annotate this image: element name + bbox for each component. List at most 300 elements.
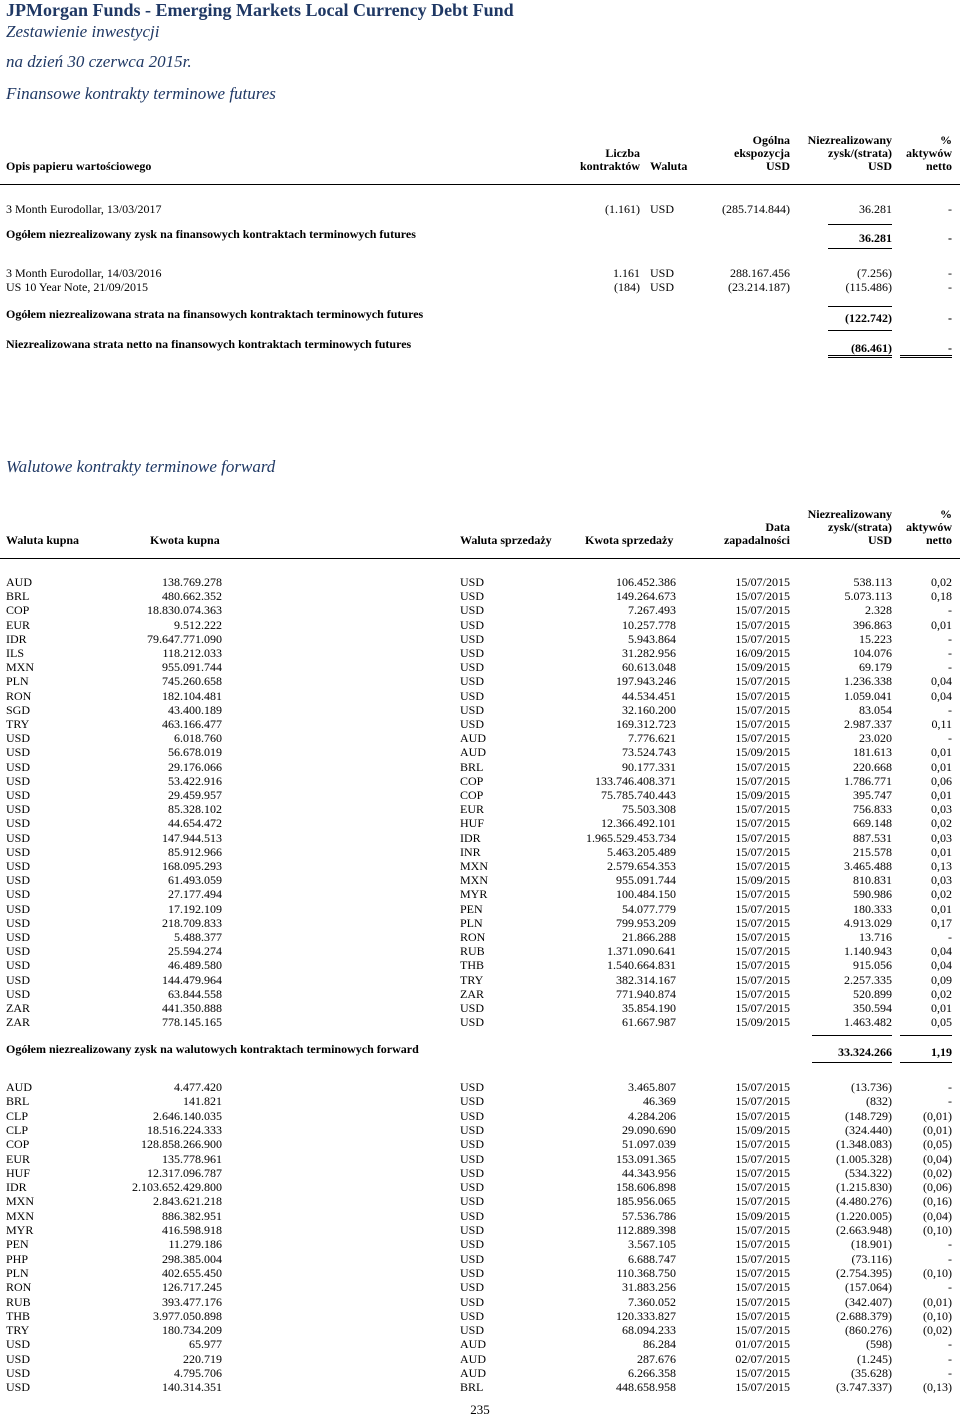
- forward-row-maturity: 15/07/2015: [735, 1294, 790, 1309]
- forward-row-buy-ccy: MYR: [6, 1223, 34, 1237]
- forward-row-sell-amt: 32.160.200: [622, 702, 676, 717]
- forward-row-buy-amt: 29.176.066: [168, 759, 222, 774]
- forward-row-maturity: 15/07/2015: [735, 1137, 790, 1152]
- forward-row-sell-amt: 68.094.233: [622, 1323, 676, 1338]
- forward-row-pl: 5.073.113: [844, 589, 892, 604]
- forward-row-buy-ccy: USD: [6, 930, 31, 944]
- futures-gain-total-value: 36.281: [859, 231, 892, 245]
- futures-net-total-value: (86.461): [851, 341, 892, 355]
- forward-row-maturity: 15/07/2015: [735, 802, 790, 817]
- forward-row-sell-amt: 31.883.256: [622, 1280, 676, 1295]
- forward-row-pl: 590.986: [853, 887, 892, 902]
- forward-row-buy-amt: 144.479.964: [162, 972, 222, 987]
- forward-row-pl: (2.688.379): [836, 1308, 892, 1323]
- forward-row-sell-ccy: USD: [460, 617, 485, 632]
- forward-row-sell-ccy: IDR: [460, 830, 481, 845]
- forward-row-buy-amt: 168.095.293: [162, 859, 222, 873]
- futures-row-count: (184): [614, 280, 640, 294]
- forward-row-buy-amt: 61.493.059: [168, 873, 222, 888]
- forward-row-buy-ccy: EUR: [6, 1151, 30, 1166]
- futures-row-desc: 3 Month Eurodollar, 13/03/2017: [6, 202, 162, 216]
- forwards-gain-total-label: Ogółem niezrealizowany zysk na walutowych kontraktach terminowych forward: [6, 1042, 419, 1056]
- forward-row-sell-ccy: USD: [460, 1237, 485, 1252]
- forward-row-sell-amt: 169.312.723: [616, 717, 676, 731]
- forward-row-maturity: 15/07/2015: [735, 859, 790, 873]
- forward-row-buy-amt: 126.717.245: [162, 1280, 222, 1295]
- forward-row-sell-ccy: USD: [460, 674, 485, 689]
- forward-row-pct: -: [948, 731, 952, 746]
- forward-row-buy-ccy: THB: [6, 1308, 30, 1323]
- forward-row-sell-amt: 35.854.190: [622, 1001, 676, 1015]
- forward-row-sell-ccy: AUD: [460, 731, 486, 746]
- forward-row-buy-ccy: PLN: [6, 1265, 29, 1280]
- forward-row-buy-amt: 65.977: [189, 1337, 222, 1352]
- forward-row-buy-amt: 4.477.420: [174, 1080, 222, 1094]
- futures-row-ccy: USD: [650, 280, 675, 294]
- forward-row-sell-amt: 110.368.750: [616, 1265, 676, 1280]
- forward-row-pct: 0,01: [931, 1001, 952, 1015]
- forward-row-pct: 0,01: [931, 617, 952, 632]
- forward-row-sell-amt: 448.658.958: [616, 1380, 676, 1395]
- forward-row-sell-ccy: PLN: [460, 915, 483, 930]
- forward-row-sell-amt: 6.688.747: [628, 1251, 676, 1266]
- futures-row-exposure: (285.714.844): [722, 202, 790, 216]
- forward-row-buy-amt: 29.459.957: [168, 788, 222, 802]
- forward-row-sell-ccy: USD: [460, 1208, 485, 1223]
- forward-row-sell-ccy: USD: [460, 1180, 485, 1195]
- forward-row-buy-ccy: MXN: [6, 660, 35, 675]
- forward-row-buy-amt: 12.317.096.787: [147, 1165, 222, 1180]
- forward-row-buy-amt: 5.488.377: [174, 930, 222, 944]
- forward-row-maturity: 15/07/2015: [735, 1323, 790, 1338]
- forward-row-pct: 0,01: [931, 901, 952, 916]
- forward-row-sell-ccy: USD: [460, 1015, 485, 1030]
- forward-row-pct: (0,05): [923, 1137, 952, 1152]
- forward-row-buy-amt: 416.598.918: [162, 1223, 222, 1237]
- forward-row-pl: (18.901): [851, 1237, 892, 1252]
- forward-row-sell-ccy: HUF: [460, 816, 485, 831]
- forward-row-sell-ccy: AUD: [460, 1337, 486, 1352]
- forward-row-sell-ccy: MXN: [460, 859, 489, 873]
- forward-row-maturity: 15/07/2015: [735, 830, 790, 845]
- forward-row-buy-amt: 11.279.186: [168, 1237, 222, 1252]
- forward-row-sell-ccy: USD: [460, 631, 485, 646]
- forward-row-pct: 0,13: [931, 859, 952, 873]
- forward-row-buy-amt: 6.018.760: [174, 731, 222, 746]
- forward-row-pct: -: [948, 631, 952, 646]
- forward-row-pct: (0,13): [923, 1380, 952, 1395]
- forward-row-maturity: 01/07/2015: [735, 1337, 790, 1352]
- forward-row-sell-ccy: USD: [460, 603, 485, 618]
- forward-row-buy-amt: 27.177.494: [168, 887, 222, 902]
- forward-row-sell-amt: 10.257.778: [622, 617, 676, 632]
- forward-row-sell-ccy: USD: [460, 688, 485, 703]
- forward-row-sell-amt: 1.540.664.831: [607, 958, 676, 973]
- forward-row-buy-ccy: IDR: [6, 1180, 27, 1195]
- forwards-col-sell-amt: Kwota sprzedaży: [585, 533, 674, 547]
- forward-row-sell-ccy: TRY: [460, 972, 484, 987]
- futures-row-pct: -: [948, 280, 952, 294]
- forward-row-pl: 669.148: [853, 816, 892, 831]
- forward-row-buy-amt: 402.655.450: [162, 1265, 222, 1280]
- forward-row-sell-ccy: USD: [460, 575, 485, 589]
- forward-row-buy-ccy: TRY: [6, 717, 30, 731]
- forward-row-buy-amt: 220.719: [183, 1351, 222, 1366]
- forward-row-pl: (2.663.948): [836, 1223, 892, 1237]
- futures-row-pct: -: [948, 202, 952, 216]
- forward-row-buy-ccy: SGD: [6, 702, 31, 717]
- forward-row-pl: 83.054: [859, 702, 892, 717]
- forward-row-pl: (598): [866, 1337, 892, 1352]
- forward-row-buy-ccy: TRY: [6, 1323, 30, 1338]
- forward-row-buy-ccy: USD: [6, 1337, 31, 1352]
- futures-col-niezreal-line2: zysk/(strata): [828, 146, 892, 160]
- forward-row-buy-amt: 56.678.019: [168, 745, 222, 760]
- document-subtitle: Zestawienie inwestycji: [6, 22, 160, 41]
- forwards-col-pct-line1: %: [940, 507, 952, 521]
- forward-row-buy-ccy: AUD: [6, 575, 32, 589]
- forward-row-maturity: 15/07/2015: [735, 816, 790, 831]
- futures-col-ogolna-line2: ekspozycja: [734, 146, 790, 160]
- forward-row-pl: (73.116): [851, 1251, 892, 1266]
- forwards-col-pct: [892, 508, 952, 547]
- forwards-header-rule: [0, 558, 960, 559]
- futures-col-ogolna-line1: Ogólna: [752, 133, 790, 147]
- forward-row-pl: 915.056: [853, 958, 892, 973]
- forward-row-maturity: 15/09/2015: [735, 660, 790, 675]
- forwards-col-maturity-line2: zapadalności: [723, 533, 790, 547]
- document-title: JPMorgan Funds - Emerging Markets Local Currency Debt Fund: [6, 0, 514, 20]
- forward-row-sell-ccy: USD: [460, 1265, 485, 1280]
- futures-row-count: 1.161: [613, 266, 640, 280]
- futures-col-niezreal-line1: Niezrealizowany: [807, 133, 892, 147]
- forward-row-buy-amt: 298.385.004: [162, 1251, 222, 1266]
- forward-row-sell-amt: 4.284.206: [628, 1108, 676, 1123]
- forward-row-buy-ccy: USD: [6, 859, 31, 873]
- forward-row-buy-amt: 463.166.477: [162, 717, 222, 731]
- forwards-col-maturity: [700, 521, 790, 547]
- futures-col-opis: Opis papieru wartościowego: [6, 159, 152, 173]
- forward-row-buy-ccy: PHP: [6, 1251, 29, 1266]
- futures-net-pct-underline-1: [900, 355, 952, 356]
- forward-row-sell-ccy: RUB: [460, 944, 485, 959]
- forward-row-pct: -: [948, 1251, 952, 1266]
- forward-row-sell-ccy: COP: [460, 773, 484, 788]
- forward-row-pct: 0,04: [931, 674, 952, 689]
- forward-row-pl: (342.407): [845, 1294, 892, 1309]
- forward-row-sell-amt: 5.463.205.489: [607, 844, 676, 859]
- forward-row-pl: 23.020: [859, 731, 892, 746]
- forward-row-maturity: 15/07/2015: [735, 1280, 790, 1295]
- forward-row-buy-ccy: USD: [6, 972, 31, 987]
- forward-row-pl: 1.463.482: [844, 1015, 892, 1030]
- forward-row-pct: (0,02): [923, 1165, 952, 1180]
- forward-row-pl: (148.729): [845, 1108, 892, 1123]
- forward-row-buy-ccy: RON: [6, 688, 32, 703]
- forward-row-maturity: 15/07/2015: [735, 915, 790, 930]
- forward-row-sell-ccy: MYR: [460, 887, 488, 902]
- forward-row-buy-amt: 43.400.189: [168, 702, 222, 717]
- forward-row-sell-amt: 106.452.386: [616, 575, 676, 589]
- futures-row-pl: (7.256): [857, 266, 892, 280]
- forward-row-pct: (0,01): [923, 1108, 952, 1123]
- forward-row-buy-amt: 63.844.558: [168, 986, 222, 1001]
- forward-row-maturity: 15/07/2015: [735, 958, 790, 973]
- forward-row-sell-amt: 54.077.779: [622, 901, 676, 916]
- futures-row-exposure: (23.214.187): [728, 280, 790, 294]
- forward-row-buy-ccy: USD: [6, 745, 31, 760]
- forward-row-buy-ccy: USD: [6, 944, 31, 959]
- forward-row-buy-ccy: RON: [6, 1280, 32, 1295]
- forward-row-sell-ccy: USD: [460, 1308, 485, 1323]
- futures-col-liczba-line1: Liczba: [605, 146, 640, 160]
- forward-row-pl: (2.754.395): [836, 1265, 892, 1280]
- forward-row-pl: (832): [866, 1094, 892, 1109]
- forward-row-sell-amt: 7.360.052: [628, 1294, 676, 1309]
- forward-row-buy-ccy: USD: [6, 773, 31, 788]
- forward-row-buy-ccy: CLP: [6, 1122, 29, 1137]
- forward-row-pct: 0,01: [931, 745, 952, 760]
- forward-row-pl: 4.913.029: [844, 915, 892, 930]
- forward-row-maturity: 15/07/2015: [735, 1080, 790, 1094]
- forward-row-maturity: 15/07/2015: [735, 930, 790, 944]
- forward-row-pl: 887.531: [853, 830, 892, 845]
- futures-col-waluta: Waluta: [650, 159, 688, 173]
- forward-row-pct: -: [948, 1280, 952, 1295]
- forward-row-buy-ccy: USD: [6, 830, 31, 845]
- forward-row-buy-amt: 441.350.888: [162, 1001, 222, 1015]
- forward-row-pct: (0,02): [923, 1323, 952, 1338]
- forward-row-pct: (0,10): [923, 1223, 952, 1237]
- forward-row-sell-ccy: USD: [460, 1280, 485, 1295]
- forward-row-maturity: 15/07/2015: [735, 688, 790, 703]
- forward-row-buy-amt: 9.512.222: [174, 617, 222, 632]
- futures-col-liczba: [560, 147, 640, 173]
- futures-col-aktywow-line1: %: [940, 133, 952, 147]
- forward-row-buy-ccy: ZAR: [6, 1001, 30, 1015]
- forward-row-pl: (1.005.328): [836, 1151, 892, 1166]
- futures-row-exposure: 288.167.456: [730, 266, 790, 280]
- forward-row-sell-ccy: USD: [460, 1080, 485, 1094]
- forward-row-buy-ccy: BRL: [6, 1094, 30, 1109]
- forward-row-pl: (1.215.830): [836, 1180, 892, 1195]
- futures-net-underline-2: [828, 357, 892, 358]
- forward-row-buy-ccy: RUB: [6, 1294, 31, 1309]
- forward-row-sell-amt: 197.943.246: [616, 674, 676, 689]
- futures-gain-total-underline: [828, 248, 892, 249]
- forward-row-buy-amt: 79.647.771.090: [147, 631, 222, 646]
- forward-row-buy-ccy: ILS: [6, 646, 24, 660]
- forward-row-pl: (1.348.083): [836, 1137, 892, 1152]
- forward-row-sell-ccy: MXN: [460, 873, 489, 888]
- forward-row-buy-amt: 128.858.266.900: [141, 1137, 222, 1152]
- forward-row-buy-amt: 480.662.352: [162, 589, 222, 604]
- forward-row-buy-amt: 18.516.224.333: [147, 1122, 222, 1137]
- forward-row-pct: -: [948, 1366, 952, 1380]
- forward-row-pl: 1.236.338: [844, 674, 892, 689]
- forward-row-pl: 395.747: [853, 788, 892, 802]
- forward-row-buy-amt: 135.778.961: [162, 1151, 222, 1166]
- futures-col-ogolna: [700, 134, 790, 173]
- forward-row-buy-amt: 4.795.706: [174, 1366, 222, 1380]
- forward-row-maturity: 15/07/2015: [735, 944, 790, 959]
- futures-row-pl: 36.281: [859, 202, 892, 216]
- forward-row-pct: -: [948, 1337, 952, 1352]
- forward-row-pct: 0,05: [931, 1015, 952, 1030]
- forward-row-pl: 2.328: [865, 603, 892, 618]
- forward-row-sell-ccy: USD: [460, 1223, 485, 1237]
- futures-col-niezreal-line3: USD: [867, 159, 892, 173]
- futures-col-liczba-line2: kontraktów: [579, 159, 640, 173]
- forward-row-pl: (534.322): [845, 1165, 892, 1180]
- forward-row-buy-ccy: USD: [6, 731, 31, 746]
- forward-row-maturity: 15/07/2015: [735, 759, 790, 774]
- forward-row-sell-ccy: THB: [460, 958, 484, 973]
- forward-row-sell-ccy: PEN: [460, 901, 483, 916]
- forward-row-sell-amt: 57.536.786: [622, 1208, 676, 1223]
- forward-row-pct: 0,17: [931, 915, 952, 930]
- forward-row-maturity: 15/07/2015: [735, 1308, 790, 1323]
- forward-row-pct: 0,04: [931, 944, 952, 959]
- forward-row-sell-amt: 1.965.529.453.734: [586, 830, 676, 845]
- forward-row-sell-amt: 3.465.807: [628, 1080, 676, 1094]
- forward-row-sell-amt: 51.097.039: [622, 1137, 676, 1152]
- forward-row-maturity: 15/07/2015: [735, 1380, 790, 1395]
- forward-row-sell-amt: 149.264.673: [616, 589, 676, 604]
- forward-row-sell-ccy: INR: [460, 844, 481, 859]
- forward-row-sell-amt: 29.090.690: [622, 1122, 676, 1137]
- forward-row-pct: 0,02: [931, 575, 952, 589]
- forward-row-buy-ccy: PEN: [6, 1237, 29, 1252]
- forward-row-maturity: 15/07/2015: [735, 1151, 790, 1166]
- forward-row-pl: (1.220.005): [836, 1208, 892, 1223]
- forward-row-sell-amt: 7.776.621: [628, 731, 676, 746]
- forward-row-pct: -: [948, 930, 952, 944]
- forward-row-buy-amt: 955.091.744: [162, 660, 222, 675]
- forward-row-pl: (157.064): [845, 1280, 892, 1295]
- forward-row-maturity: 15/07/2015: [735, 717, 790, 731]
- forward-row-sell-amt: 799.953.209: [616, 915, 676, 930]
- forward-row-sell-ccy: AUD: [460, 1366, 486, 1380]
- futures-loss-total-rule: [828, 330, 892, 331]
- futures-net-total-pct: -: [948, 341, 952, 355]
- forward-row-pct: (0,04): [923, 1208, 952, 1223]
- forward-row-sell-amt: 46.369: [643, 1094, 676, 1109]
- forward-row-pct: 0,18: [931, 589, 952, 604]
- forwards-gain-total-underline: [812, 1062, 892, 1063]
- forward-row-maturity: 15/07/2015: [735, 631, 790, 646]
- forward-row-pl: (35.628): [851, 1366, 892, 1380]
- forward-row-pct: 0,02: [931, 816, 952, 831]
- forward-row-sell-amt: 7.267.493: [628, 603, 676, 618]
- forward-row-pct: 0,03: [931, 802, 952, 817]
- forward-row-buy-amt: 745.260.658: [162, 674, 222, 689]
- forward-row-sell-ccy: USD: [460, 717, 485, 731]
- forward-row-pct: -: [948, 702, 952, 717]
- forward-row-pl: 220.668: [853, 759, 892, 774]
- forward-row-buy-ccy: HUF: [6, 1165, 31, 1180]
- forward-row-sell-amt: 5.943.864: [628, 631, 676, 646]
- forward-row-buy-amt: 17.192.109: [168, 901, 222, 916]
- futures-row-count: (1.161): [605, 202, 640, 216]
- forward-row-pct: 0,04: [931, 688, 952, 703]
- forward-row-pl: (324.440): [845, 1122, 892, 1137]
- forward-row-sell-amt: 44.534.451: [622, 688, 676, 703]
- forward-row-buy-ccy: BRL: [6, 589, 30, 604]
- forward-row-pct: 0,01: [931, 788, 952, 802]
- forward-row-sell-ccy: USD: [460, 646, 485, 660]
- forward-row-buy-ccy: IDR: [6, 631, 27, 646]
- forward-row-pct: (0,01): [923, 1294, 952, 1309]
- forward-row-pct: -: [948, 1351, 952, 1366]
- futures-net-total-label: Niezrealizowana strata netto na finansowych kontraktach terminowych futures: [6, 337, 412, 351]
- forward-row-sell-amt: 287.676: [637, 1351, 676, 1366]
- forward-row-sell-amt: 100.484.150: [616, 887, 676, 902]
- futures-col-ogolna-line3: USD: [765, 159, 790, 173]
- forward-row-pl: 396.863: [853, 617, 892, 632]
- futures-row-ccy: USD: [650, 266, 675, 280]
- forward-row-pl: (4.480.276): [836, 1194, 892, 1209]
- forward-row-maturity: 15/07/2015: [735, 972, 790, 987]
- futures-row-desc: 3 Month Eurodollar, 14/03/2016: [6, 266, 162, 280]
- forward-row-sell-amt: 60.613.048: [622, 660, 676, 675]
- futures-col-niezreal: [790, 134, 892, 173]
- forward-row-pl: 1.059.041: [844, 688, 892, 703]
- forward-row-buy-ccy: MXN: [6, 1194, 35, 1209]
- document-date: na dzień 30 czerwca 2015r.: [6, 52, 192, 71]
- forward-row-sell-amt: 75.503.308: [622, 802, 676, 817]
- forward-row-maturity: 15/09/2015: [735, 788, 790, 802]
- forward-row-pct: (0,10): [923, 1265, 952, 1280]
- forward-row-maturity: 15/07/2015: [735, 1223, 790, 1237]
- forward-row-maturity: 15/09/2015: [735, 1122, 790, 1137]
- forward-row-sell-amt: 90.177.331: [622, 759, 676, 774]
- forward-row-sell-ccy: USD: [460, 1165, 485, 1180]
- futures-gain-total-pct: -: [948, 231, 952, 245]
- forward-row-pct: -: [948, 1237, 952, 1252]
- forwards-col-sell-ccy: Waluta sprzedaży: [460, 533, 552, 547]
- forward-row-buy-ccy: PLN: [6, 674, 29, 689]
- forward-row-sell-amt: 120.333.827: [616, 1308, 676, 1323]
- forward-row-sell-amt: 86.284: [643, 1337, 676, 1352]
- forward-row-pct: (0,04): [923, 1151, 952, 1166]
- forward-row-buy-amt: 44.654.472: [168, 816, 222, 831]
- forward-row-sell-amt: 3.567.105: [628, 1237, 676, 1252]
- forward-row-pl: 3.465.488: [844, 859, 892, 873]
- forward-row-pct: 0,02: [931, 986, 952, 1001]
- forwards-col-pl-line3: USD: [867, 533, 892, 547]
- forward-row-sell-amt: 61.667.987: [622, 1015, 676, 1030]
- forward-row-sell-amt: 133.746.408.371: [595, 773, 676, 788]
- forward-row-sell-ccy: COP: [460, 788, 484, 802]
- forward-row-buy-amt: 138.769.278: [162, 575, 222, 589]
- forward-row-maturity: 15/07/2015: [735, 617, 790, 632]
- forward-row-sell-amt: 771.940.874: [616, 986, 676, 1001]
- forward-row-pl: 2.257.335: [844, 972, 892, 987]
- forward-row-maturity: 15/07/2015: [735, 1194, 790, 1209]
- forward-row-sell-ccy: AUD: [460, 1351, 486, 1366]
- forwards-col-buy-ccy: Waluta kupna: [6, 533, 80, 547]
- forward-row-buy-ccy: ZAR: [6, 1015, 30, 1030]
- forwards-gain-total-pct: 1,19: [931, 1045, 952, 1059]
- forward-row-sell-amt: 12.366.492.101: [601, 816, 676, 831]
- forward-row-sell-ccy: USD: [460, 1122, 485, 1137]
- forward-row-sell-amt: 382.314.167: [616, 972, 676, 987]
- forward-row-sell-amt: 75.785.740.443: [601, 788, 676, 802]
- forward-row-pl: 215.578: [853, 844, 892, 859]
- futures-gain-total-label: Ogółem niezrealizowany zysk na finansowych kontraktach terminowych futures: [6, 227, 416, 241]
- forward-row-maturity: 15/07/2015: [735, 1366, 790, 1380]
